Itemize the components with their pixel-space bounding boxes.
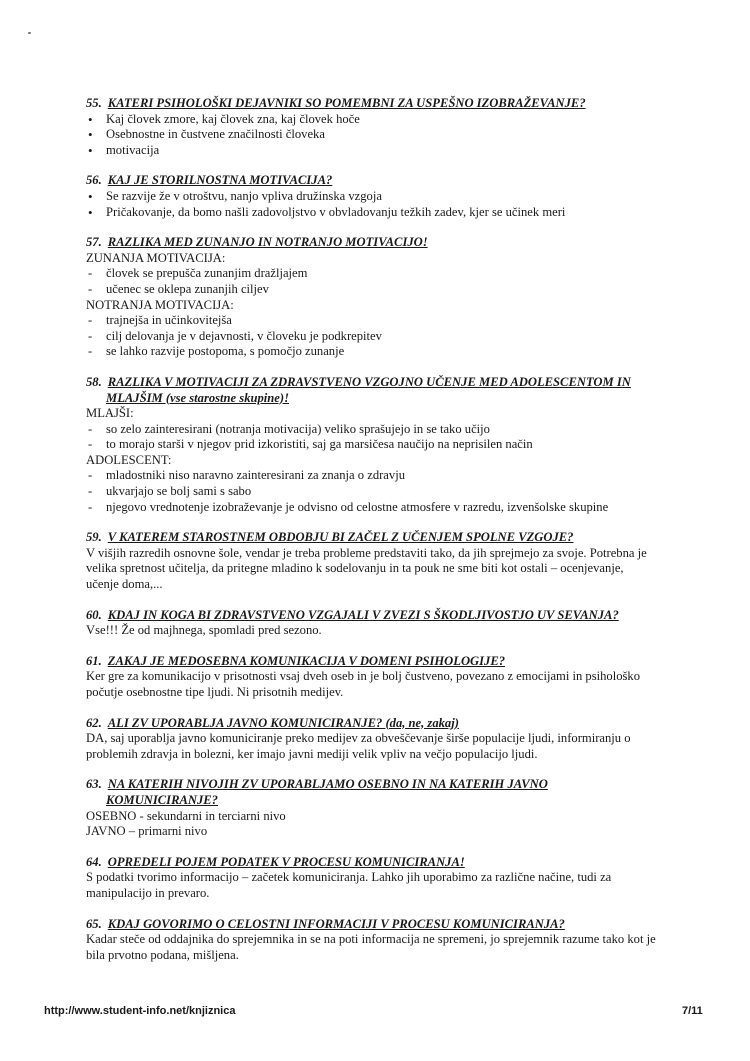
question-56-list bbox=[86, 189, 676, 220]
question-63 bbox=[86, 777, 676, 839]
question-59 bbox=[86, 530, 676, 592]
question-62 bbox=[86, 716, 676, 763]
question-62-heading bbox=[86, 716, 676, 732]
question-60-heading bbox=[86, 608, 676, 624]
answer-line: učenje doma,... bbox=[86, 577, 163, 592]
list-item: • Pričakovanje, da bomo našli zadovoljstvo v obvladovanju težkih zadev, kjer se učinek meri bbox=[86, 205, 676, 221]
answer-line: velika spretnost učitelja, da pritegne mladino k sodelovanju in ta pouk ne sme biti kot ostali – ocenjevanje, bbox=[86, 561, 624, 576]
list-item: • Kaj človek zmore, kaj človek zna, kaj človek hoče bbox=[86, 112, 676, 128]
subheading-internal-motivation: NOTRANJA MOTIVACIJA: bbox=[86, 297, 234, 312]
answer-line: OSEBNO - sekundarni in terciarni nivo bbox=[86, 808, 286, 823]
question-58-title-line-2: MLAJŠIM (vse starostne skupine)! bbox=[106, 390, 289, 405]
question-58-number: 58. bbox=[86, 374, 102, 389]
list-item: - njegovo vrednotenje izobraževanje je odvisno od celostne atmosfere v razredu, izvenšolske skupine bbox=[86, 500, 676, 516]
question-65-title: KDAJ GOVORIMO O CELOSTNI INFORMACIJI V PROCESU KOMUNICIRANJA? bbox=[107, 916, 565, 931]
list-item: - cilj delovanja je v dejavnosti, v človeku je podkrepitev bbox=[86, 329, 676, 345]
answer-line: Ker gre za komunikacijo v prisotnosti vsaj dveh oseb in je bolj čustveno, povezano z emocijami in psihološko bbox=[86, 669, 641, 684]
question-60-number: 60. bbox=[86, 607, 102, 622]
question-57-list-1 bbox=[86, 266, 676, 297]
question-59-title: V KATEREM STAROSTNEM OBDOBJU BI ZAČEL Z UČENJEM SPOLNE VZGOJE? bbox=[107, 530, 574, 545]
question-56-heading bbox=[86, 173, 676, 189]
question-58-title-line-1: RAZLIKA V MOTIVACIJI ZA ZDRAVSTVENO VZGOJNO UČENJE MED ADOLESCENTOM IN bbox=[107, 374, 631, 389]
question-58 bbox=[86, 375, 676, 515]
question-58-list-2 bbox=[86, 468, 676, 515]
question-55 bbox=[86, 96, 676, 158]
question-55-number: 55. bbox=[86, 96, 102, 110]
question-62-number: 62. bbox=[86, 715, 102, 730]
question-61-number: 61. bbox=[86, 653, 102, 668]
answer-line: počutje osebnostne tipe ljudi. Ni prisotnih medijev. bbox=[86, 685, 344, 699]
answer-line: S podatki tvorimo informacijo – začetek komuniciranja. Lahko jih uporabimo za različne načine, tudi za bbox=[86, 870, 612, 885]
question-65-heading bbox=[86, 917, 676, 933]
question-57 bbox=[86, 235, 676, 360]
subheading-external-motivation: ZUNANJA MOTIVACIJA: bbox=[86, 250, 226, 265]
answer-line: DA, saj uporablja javno komuniciranje preko medijev za obveščevanje širše populacije ljudi, informiranju o bbox=[86, 731, 631, 746]
question-63-heading-cont bbox=[86, 793, 676, 809]
question-56-title: KAJ JE STORILNOSTNA MOTIVACIJA? bbox=[107, 173, 333, 188]
question-60 bbox=[86, 608, 676, 639]
question-55-heading bbox=[86, 96, 676, 112]
scan-speck bbox=[28, 32, 31, 34]
list-item: • Se razvije že v otroštvu, nanjo vpliva družinska vzgoja bbox=[86, 189, 676, 205]
list-item: - mladostniki niso naravno zainteresirani za znanja o zdravju bbox=[86, 468, 676, 484]
subheading-younger: MLAJŠI: bbox=[86, 406, 134, 421]
answer-line: JAVNO – primarni nivo bbox=[86, 824, 208, 839]
footer-url[interactable]: http://www.student-info.net/knjiznica bbox=[44, 1005, 236, 1017]
question-58-heading-cont bbox=[86, 391, 676, 407]
question-64-heading bbox=[86, 855, 676, 871]
list-item: - človek se prepušča zunanjim dražljajem bbox=[86, 266, 676, 282]
question-58-heading bbox=[86, 375, 676, 391]
question-64-title: OPREDELI POJEM PODATEK V PROCESU KOMUNICIRANJA! bbox=[107, 854, 465, 869]
answer-line: Kadar steče od oddajnika do sprejemnika in se na poti informacija ne spremeni, jo sprejemnik razume tako kot je bbox=[86, 932, 656, 947]
question-64-number: 64. bbox=[86, 854, 102, 869]
question-57-title: RAZLIKA MED ZUNANJO IN NOTRANJO MOTIVACIJO! bbox=[107, 235, 428, 250]
list-item: - se lahko razvije postopoma, s pomočjo zunanje bbox=[86, 344, 676, 360]
footer-page-number: 7/11 bbox=[682, 1005, 703, 1017]
answer-line: Vse!!! Že od majhnega, spomladi pred sezono. bbox=[86, 623, 322, 638]
question-55-title: KATERI PSIHOLOŠKI DEJAVNIKI SO POMEMBNI ZA USPEŠNO IZOBRAŽEVANJE? bbox=[107, 96, 586, 110]
answer-line: V višjih razredih osnovne šole, vendar je treba probleme predstaviti tako, da jih sprejmejo za svoje. Potrebna je bbox=[86, 545, 647, 560]
list-item: - ukvarjajo se bolj sami s sabo bbox=[86, 484, 676, 500]
list-item: - to morajo starši v njegov prid izkoristiti, saj ga marsičesa naučijo na neprisilen način bbox=[86, 437, 676, 453]
list-item: • Osebnostne in čustvene značilnosti človeka bbox=[86, 127, 676, 143]
subheading-adolescent: ADOLESCENT: bbox=[86, 452, 172, 467]
question-65-number: 65. bbox=[86, 916, 102, 931]
question-61 bbox=[86, 654, 676, 701]
question-64 bbox=[86, 855, 676, 902]
question-63-title-line-1: NA KATERIH NIVOJIH ZV UPORABLJAMO OSEBNO IN NA KATERIH JAVNO bbox=[107, 777, 548, 792]
question-61-title: ZAKAJ JE MEDOSEBNA KOMUNIKACIJA V DOMENI PSIHOLOGIJE? bbox=[107, 653, 506, 668]
answer-line: bila prvotno podana, mišljena. bbox=[86, 947, 239, 962]
question-58-list-1 bbox=[86, 422, 676, 453]
question-62-title: ALI ZV UPORABLJA JAVNO KOMUNICIRANJE? (da, ne, zakaj) bbox=[107, 715, 459, 730]
question-56-number: 56. bbox=[86, 173, 102, 188]
question-57-list-2 bbox=[86, 313, 676, 360]
list-item: - so zelo zainteresirani (notranja motivacija) veliko sprašujejo in se tako učijo bbox=[86, 422, 676, 438]
answer-line: problemih zdravja in bolezni, ker imajo javni mediji velik vpliv na večjo populacijo ljudi. bbox=[86, 746, 538, 761]
answer-line: manipulacijo in prevaro. bbox=[86, 885, 210, 900]
list-item: - učenec se oklepa zunanjih ciljev bbox=[86, 282, 676, 298]
document-content bbox=[86, 96, 676, 978]
question-59-heading bbox=[86, 530, 676, 546]
question-63-number: 63. bbox=[86, 777, 102, 792]
question-61-heading bbox=[86, 654, 676, 670]
question-65 bbox=[86, 917, 676, 964]
list-item: - trajnejša in učinkovitejša bbox=[86, 313, 676, 329]
question-55-list bbox=[86, 112, 676, 159]
question-60-title: KDAJ IN KOGA BI ZDRAVSTVENO VZGAJALI V ZVEZI S ŠKODLJIVOSTJO UV SEVANJA? bbox=[107, 607, 619, 622]
question-57-heading bbox=[86, 235, 676, 251]
list-item: • motivacija bbox=[86, 143, 676, 159]
question-63-heading bbox=[86, 777, 676, 793]
question-63-title-line-2: KOMUNICIRANJE? bbox=[106, 792, 218, 807]
question-56 bbox=[86, 173, 676, 220]
question-57-number: 57. bbox=[86, 235, 102, 250]
question-59-number: 59. bbox=[86, 530, 102, 545]
